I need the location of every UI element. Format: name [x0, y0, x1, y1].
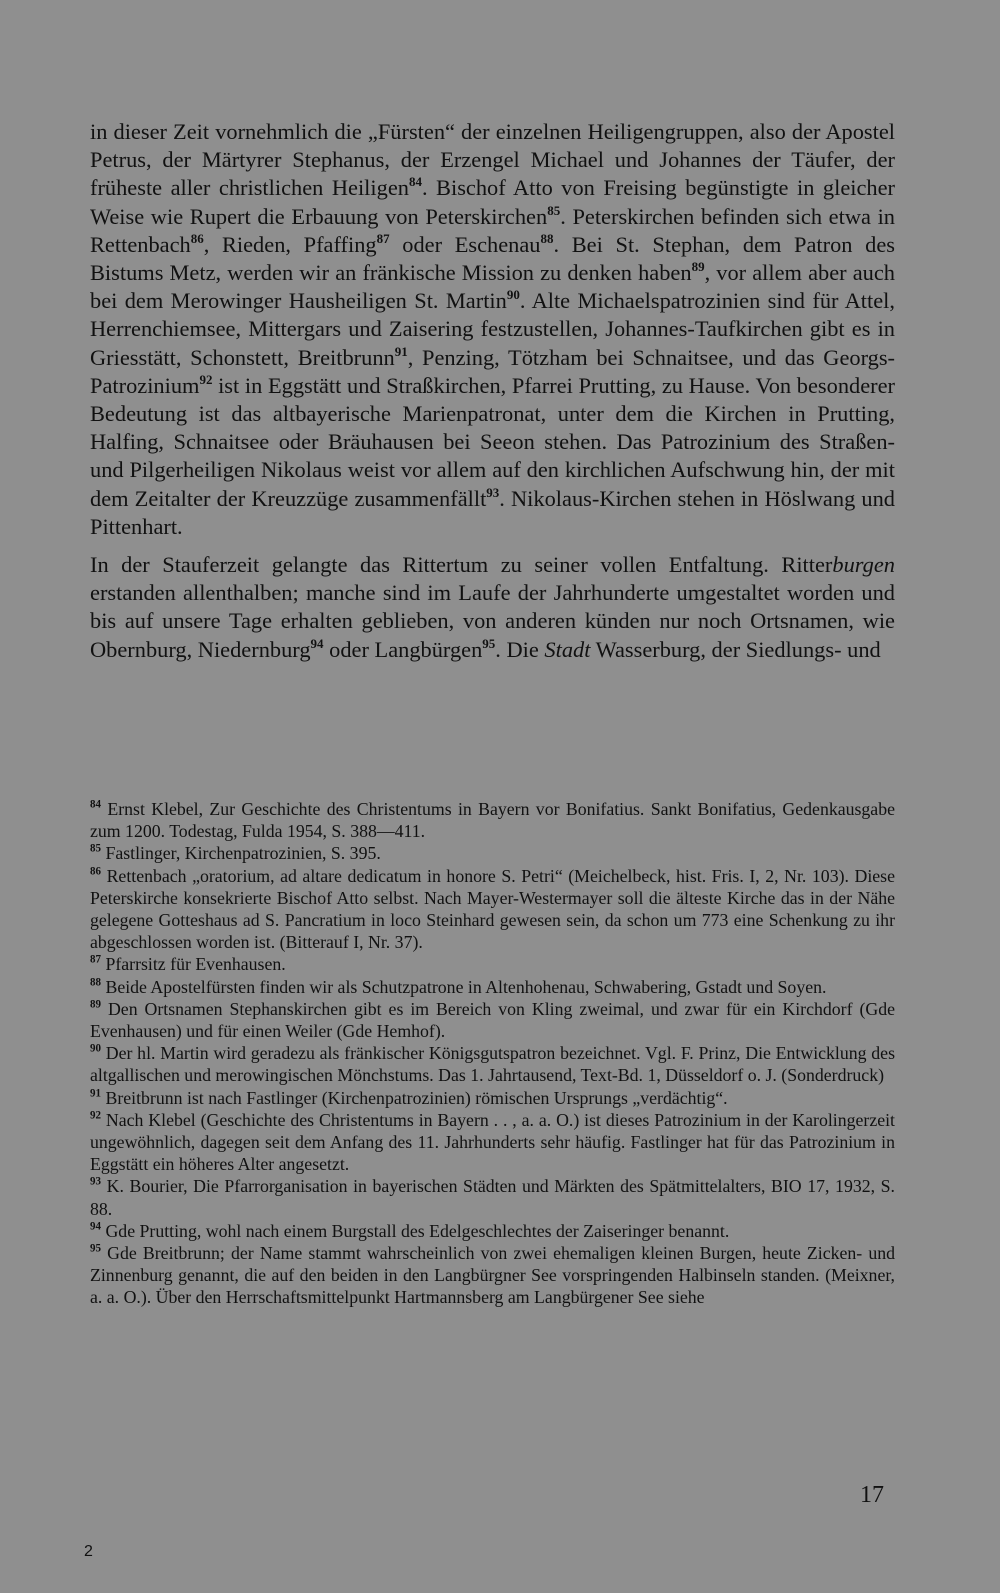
emphasis: Stadt [544, 636, 591, 662]
footnote-text: Gde Breitbrunn; der Name stammt wahrscheinlich von zwei ehemaligen kleinen Burgen, heute Zicken- und Zinnenburg genannt, die auf den beiden in den Langbürgner See vorspringenden Halbinseln standen. (Meixner, a. a. O.). Über den Herrschaftsmittelpunkt Hartmannsberg am Langbürgener See siehe [90, 1243, 895, 1308]
page-number: 17 [860, 1482, 884, 1508]
footnote [90, 1109, 895, 1176]
text-run: , Penzing, Tötzham bei Schnaitsee, und das Georgs-Patrozinium [90, 344, 895, 398]
footnote-text: K. Bourier, Die Pfarrorganisation in bayerischen Städten und Märkten des Spätmittelalters, BIO 17, 1932, S. 88. [90, 1176, 895, 1219]
footnotes [90, 798, 895, 1309]
footnote-text: Gde Prutting, wohl nach einem Burgstall des Edelgeschlechtes der Zaiseringer benannt. [101, 1220, 730, 1241]
footnote-number: 85 [90, 842, 102, 855]
signature-mark: 2 [84, 1543, 93, 1560]
body-paragraph [90, 118, 895, 541]
footnote-ref[interactable]: 84 [408, 174, 422, 190]
text-run: . Bischof Atto von Freising begünstigte in gleicher Weise wie Rupert die Erbauung von Peterskirchen [90, 175, 896, 229]
footnote [90, 1042, 895, 1086]
footnote-number: 93 [90, 1175, 102, 1188]
text-run: . Die [495, 636, 545, 662]
footnote-number: 89 [90, 998, 102, 1011]
footnote-ref[interactable]: 87 [376, 230, 390, 246]
footnote-number: 88 [90, 975, 102, 988]
footnote-text: Nach Klebel (Geschichte des Christentums in Bayern . . , a. a. O.) ist dieses Patrozinium in der Karolingerzeit ungewöhnlich, dagegen seit dem Anfang des 11. Jahrhunderts sehr häufig. Fastlinger hat für das Patrozinium in Eggstätt ein höheres Alter angesetzt. [90, 1109, 895, 1175]
footnote-ref[interactable]: 95 [482, 635, 496, 651]
footnote-ref[interactable]: 86 [190, 230, 204, 246]
text-run: Wasserburg, der Siedlungs- und [590, 636, 881, 662]
footnote-ref[interactable]: 91 [394, 343, 408, 359]
footnote [90, 976, 895, 998]
footnote-ref[interactable]: 88 [540, 230, 554, 246]
text-run: . Nikolaus-Kirchen stehen in Höslwang und Pittenhart. [90, 485, 895, 539]
main-text [90, 118, 895, 664]
footnote-ref[interactable]: 92 [199, 371, 213, 387]
footnote-text: Fastlinger, Kirchenpatrozinien, S. 395. [101, 843, 381, 864]
footnote-text: Beide Apostelfürsten finden wir als Schutzpatrone in Altenhohenau, Schwabering, Gstadt und Soyen. [101, 976, 827, 997]
text-run: in dieser Zeit vornehmlich die „Fürsten“ der einzelnen Heiligengruppen, also der Apostel Petrus, der Märtyrer Stephanus, der Erzengel Michael und Johannes der Täufer, der früheste aller christlichen Heiligen [90, 119, 895, 201]
text-run: erstanden allenthalben; manche sind im Laufe der Jahrhunderte umgestaltet worden und bis auf unsere Tage erhalten geblieben, von anderen künden nur noch Ortsnamen, wie Obernburg, Niedernburg [90, 580, 895, 662]
footnote-number: 86 [90, 864, 102, 877]
footnote [90, 865, 895, 954]
footnote-number: 90 [90, 1042, 102, 1055]
footnote [90, 842, 895, 864]
footnote-text: Pfarrsitz für Evenhausen. [101, 954, 286, 975]
text-run: oder Langbürgen [323, 636, 483, 662]
footnote-ref[interactable]: 94 [310, 635, 324, 651]
body-paragraph [90, 551, 895, 664]
footnote-number: 84 [90, 798, 102, 811]
footnote [90, 1087, 895, 1109]
footnote-text: Ernst Klebel, Zur Geschichte des Christentums in Bayern vor Bonifatius. Sankt Bonifatius, Gedenkausgabe zum 1200. Todestag, Fulda 1954, S. 388—411. [90, 799, 895, 842]
footnote-number: 87 [90, 953, 102, 966]
footnote-text: Der hl. Martin wird geradezu als fränkischer Königsgutspatron bezeichnet. Vgl. F. Prinz, Die Entwicklung des altgallischen und merowingischen Mönchstums. Das 1. Jahrtausend, Text-Bd. 1, Düsseldorf o. J. (Sonderdruck) [90, 1043, 895, 1086]
footnote-ref[interactable]: 93 [486, 484, 500, 500]
footnote [90, 953, 895, 975]
footnote-text: Breitbrunn ist nach Fastlinger (Kirchenpatrozinien) römischen Ursprungs „verdächtig“. [101, 1087, 728, 1108]
text-run: , vor allem aber auch bei dem Merowinger Hausheiligen St. Martin [90, 260, 895, 314]
footnote [90, 1242, 895, 1309]
footnote-ref[interactable]: 85 [547, 202, 561, 218]
footnote-ref[interactable]: 90 [506, 287, 520, 303]
text-run: In der Stauferzeit gelangte das Rittertum zu seiner vollen Entfaltung. Ritter [90, 552, 833, 578]
footnote-text: Den Ortsnamen Stephanskirchen gibt es im Bereich von Kling zweimal, und zwar für ein Kirchdorf (Gde Evenhausen) und für einen Weiler (Gde Hemhof). [90, 998, 895, 1042]
text-run: oder Eschenau [389, 231, 541, 257]
footnote [90, 998, 895, 1042]
footnote [90, 1220, 895, 1242]
footnote-number: 94 [90, 1220, 102, 1233]
text-run: . Alte Michaelspatrozinien sind für Attel, Herrenchiemsee, Mittergars und Zaisering festzustellen, Johannes-Taufkirchen gibt es in Griesstätt, Schonstett, Breitbrunn [90, 288, 895, 370]
text-run: . Bei St. Stephan, dem Patron des Bistums Metz, werden wir an fränkische Mission zu denken haben [90, 231, 895, 286]
footnote-ref[interactable]: 89 [691, 258, 705, 274]
footnote-text: Rettenbach „oratorium, ad altare dedicatum in honore S. Petri“ (Meichelbeck, hist. Fris. I, 2, Nr. 103). Diese Peterskirche konsekrierte Bischof Atto selbst. Nach Mayer-Westermayer soll die älteste Kirche das in der Nähe gelegene Gotteshaus ad S. Pancratium in loco Steinhard gewesen sein, da schon um 773 eine Schenkung zu ihr abgeschlossen worden ist. (Bitterauf I, Nr. 37). [90, 865, 895, 953]
footnote [90, 798, 895, 842]
footnote-number: 95 [90, 1242, 102, 1255]
emphasis: burgen [832, 552, 895, 578]
footnote-number: 92 [90, 1109, 102, 1122]
footnote [90, 1175, 895, 1219]
text-run: ist in Eggstätt und Straßkirchen, Pfarrei Prutting, zu Hause. Von besonderer Bedeutung ist das altbayerische Marienpatronat, unter dem die Kirchen in Prutting, Halfing, Schnaitsee oder Bräuhausen bei Seeon stehen. Das Patrozinium des Straßen- und Pilgerheiligen Nikolaus weist vor allem auf den kirchlichen Aufschwung hin, der mit dem Zeitalter der Kreuzzüge zusammenfällt [90, 372, 895, 511]
footnote-number: 91 [90, 1086, 102, 1099]
text-run: . Peterskirchen befinden sich etwa in Rettenbach [90, 203, 896, 257]
text-run: , Rieden, Pfaffing [203, 231, 377, 257]
